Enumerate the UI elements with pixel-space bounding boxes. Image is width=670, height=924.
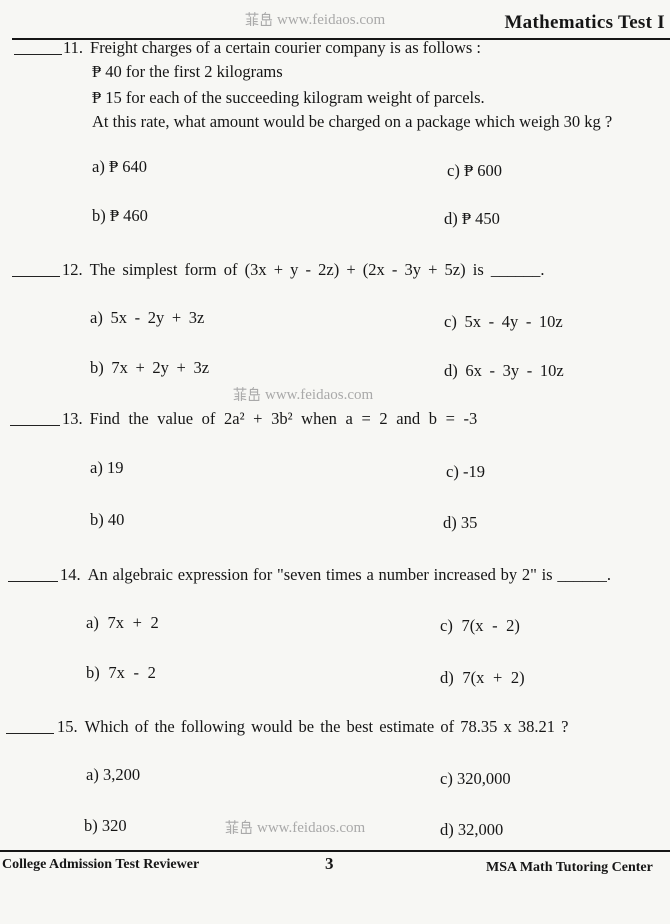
answer-blank [8, 581, 58, 582]
question-14 [0, 563, 670, 689]
option-b: b) 40 [90, 510, 125, 529]
question-stem-line [62, 260, 545, 280]
watermark-logo-glyphs [245, 12, 273, 26]
question-stem-text: An algebraic expression for "seven times a number increased by 2" is ______. [87, 565, 611, 584]
watermark [233, 386, 373, 404]
watermark-logo-glyphs [233, 387, 261, 401]
option-d: d) 6x - 3y - 10z [444, 361, 564, 380]
answer-blank [12, 276, 60, 277]
question-number: 15. [57, 717, 78, 736]
question-stem-text: The simplest form of (3x + y - 2z) + (2x - 3y + 5z) is ______. [89, 260, 545, 279]
option-c: c) 7(x - 2) [440, 616, 520, 635]
question-number: 14. [60, 565, 81, 584]
answer-blank [14, 54, 62, 55]
question-stem-line [62, 409, 477, 429]
answer-blank [6, 733, 54, 734]
option-a: a) 5x - 2y + 3z [90, 308, 205, 327]
question-stem-line [57, 717, 568, 737]
question-stem-text: Find the value of 2a² + 3b² when a = 2 and b = -3 [89, 409, 478, 428]
option-a: a) 7x + 2 [86, 613, 159, 632]
option-b: b) 7x + 2y + 3z [90, 358, 210, 377]
question-12 [0, 258, 670, 383]
test-title: Mathematics Test I [504, 12, 665, 33]
question-number: 11. [63, 38, 84, 57]
question-13 [0, 407, 670, 535]
option-b: b) 320 [84, 816, 127, 835]
question-stem-text: Freight charges of a certain courier company is as follows : [90, 38, 482, 57]
footer-book-title: College Admission Test Reviewer [2, 857, 200, 872]
watermark [245, 11, 385, 29]
option-a: a) ₱ 640 [92, 157, 147, 176]
question-stem-line: ₱ 15 for each of the succeeding kilogram weight of parcels. [92, 88, 485, 107]
watermark-url: www.feidaos.com [277, 12, 386, 28]
option-a: a) 19 [90, 458, 124, 477]
watermark-url: www.feidaos.com [257, 820, 366, 836]
page-number: 3 [325, 854, 334, 873]
option-b: b) 7x - 2 [86, 663, 156, 682]
option-d: d) 32,000 [440, 820, 504, 839]
option-d: d) 7(x + 2) [440, 668, 525, 687]
question-11 [0, 36, 670, 231]
question-number: 12. [62, 260, 83, 279]
footer-publisher: MSA Math Tutoring Center [486, 860, 653, 875]
question-number: 13. [62, 409, 83, 428]
option-d: d) 35 [443, 513, 478, 532]
option-c: c) 5x - 4y - 10z [444, 312, 563, 331]
footer-rule [0, 850, 670, 852]
option-a: a) 3,200 [86, 765, 141, 784]
option-c: c) -19 [446, 462, 485, 481]
watermark-logo-glyphs [225, 820, 253, 834]
question-stem-line [60, 565, 611, 585]
question-stem-line: ₱ 40 for the first 2 kilograms [92, 62, 283, 81]
option-c: c) 320,000 [440, 769, 511, 788]
question-stem-line: At this rate, what amount would be charged on a package which weigh 30 kg ? [92, 112, 613, 131]
option-b: b) ₱ 460 [92, 206, 148, 225]
watermark-url: www.feidaos.com [265, 387, 374, 403]
question-stem-text: Which of the following would be the best estimate of 78.35 x 38.21 ? [84, 717, 569, 736]
answer-blank [10, 425, 60, 426]
option-d: d) ₱ 450 [444, 209, 500, 228]
watermark [225, 819, 365, 837]
question-stem-line [63, 38, 481, 58]
option-c: c) ₱ 600 [447, 161, 502, 180]
